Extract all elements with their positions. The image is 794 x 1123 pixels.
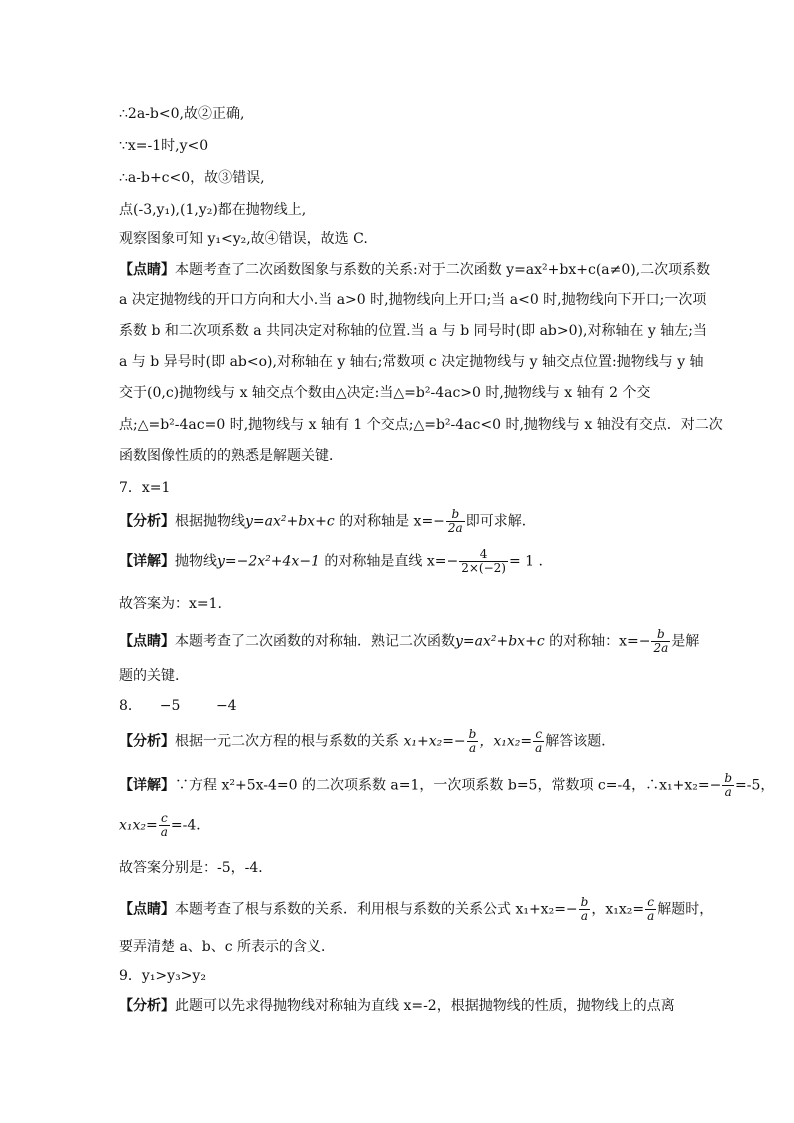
- numerator: c: [160, 811, 168, 825]
- dianjing-tag: 【点睛】: [119, 262, 175, 278]
- text-line: ∵x=-1时,y<0: [119, 138, 209, 154]
- text: 的对称轴是 x=−: [339, 513, 445, 530]
- xiangjie-paragraph: [119, 772, 774, 799]
- numerator: c: [647, 895, 655, 909]
- fraction: [722, 772, 734, 799]
- numerator: 4: [479, 547, 488, 561]
- numerator: b: [580, 895, 589, 909]
- text: 本题考查了根与系数的关系．利用根与系数的关系公式 x₁+x₂=−: [175, 901, 578, 918]
- fraction: [467, 728, 479, 755]
- denominator: a: [467, 741, 479, 755]
- dianjing-tag: 【点睛】: [119, 633, 175, 650]
- dianjing-paragraph: [119, 628, 699, 655]
- text-line: 点;△=b²-4ac=0 时,抛物线与 x 轴有 1 个交点;△=b²-4ac<0 时,抛物线与 x 轴没有交点．对二次: [119, 417, 723, 433]
- text: 的对称轴：x=−: [549, 633, 651, 650]
- fenxi-paragraph: [119, 728, 615, 755]
- xiangjie-tag: 【详解】: [119, 553, 175, 570]
- dianjing-paragraph: [119, 260, 710, 280]
- answer-heading: 8． −5 −4: [119, 698, 237, 714]
- denominator: 2a: [653, 641, 669, 655]
- text: 抛物线: [175, 553, 217, 570]
- fenxi-paragraph: [119, 996, 675, 1016]
- text: ∵方程 x²+5x-4=0 的二次项系数 a=1，一次项系数 b=5，常数项 c=-4，∴x₁+x₂=−: [175, 777, 722, 794]
- xiangjie-tag: 【详解】: [119, 777, 175, 794]
- denominator: 2a: [447, 521, 463, 535]
- fraction: [159, 812, 170, 839]
- dianjing-tag: 【点睛】: [119, 901, 175, 918]
- text-line: [119, 812, 210, 839]
- answer-heading: 9．y₁>y₃>y₂: [119, 968, 206, 984]
- formula: x₁+x₂=−: [403, 733, 466, 750]
- text: =-4．: [170, 817, 211, 834]
- text-line: 观察图象可知 y₁<y₂,故④错误，故选 C.: [119, 231, 368, 247]
- fraction: [533, 728, 544, 755]
- answer-line: 故答案分别是：-5，-4．: [119, 860, 273, 876]
- numerator: b: [451, 507, 460, 521]
- numerator: c: [535, 727, 543, 741]
- denominator: a: [535, 741, 543, 755]
- numerator: b: [468, 727, 477, 741]
- text: 本题考查了二次函数的对称轴．熟记二次函数: [175, 633, 455, 650]
- formula: y=ax²+bx+c: [455, 633, 545, 650]
- text-line: a 与 b 异号时(即 ab<o),对称轴在 y 轴右;常数项 c 决定抛物线与 y 轴交点位置:抛物线与 y 轴: [119, 354, 704, 370]
- formula: y=−2x²+4x−1: [217, 553, 320, 570]
- fenxi-tag: 【分析】: [119, 733, 175, 750]
- text-line: 系数 b 和二次项系数 a 共同决定对称轴的位置.当 a 与 b 同号时(即 ab>0),对称轴在 y 轴左;当: [119, 323, 707, 339]
- formula: y=ax²+bx+c: [245, 513, 335, 530]
- text-line: 点(-3,y₁),(1,y₂)都在抛物线上,: [119, 202, 307, 218]
- text-line: 函数图像性质的的熟悉是解题关键．: [119, 448, 343, 464]
- denominator: a: [579, 909, 591, 923]
- text-line: ∴a-b+c<0，故③错误,: [119, 170, 265, 186]
- text: =-5，: [735, 777, 775, 794]
- text: 根据抛物线: [175, 513, 245, 530]
- fenxi-tag: 【分析】: [119, 513, 175, 530]
- text-line: 交于(0,c)抛物线与 x 轴交点个数由△决定:当△=b²-4ac>0 时,抛物线与 x 轴有 2 个交: [119, 385, 651, 401]
- text: ，x₁x₂=: [591, 901, 645, 918]
- text-line: 本题考查了二次函数图象与系数的关系:对于二次函数 y=ax²+bx+c(a≠0),二次项系数: [175, 262, 711, 278]
- text-line: 题的关键.: [119, 668, 180, 684]
- fraction: [579, 896, 591, 923]
- formula: x₁x₂=: [119, 817, 158, 834]
- dianjing-paragraph: [119, 896, 713, 923]
- fraction: [651, 628, 670, 655]
- text-line: ∴2a-b<0,故②正确,: [119, 106, 245, 122]
- text: 解答该题．: [545, 733, 616, 750]
- denominator: a: [160, 825, 168, 839]
- text: 是解: [671, 633, 700, 650]
- answer-line: 故答案为：x=1.: [119, 596, 222, 612]
- text-line: a 决定抛物线的开口方向和大小.当 a>0 时,抛物线向上开口;当 a<0 时,抛物线向下开口;一次项: [119, 292, 707, 308]
- denominator: a: [647, 909, 655, 923]
- fenxi-paragraph: [119, 508, 536, 535]
- text: 即可求解．: [465, 513, 536, 530]
- numerator: b: [657, 627, 665, 641]
- text: 此题可以先求得抛物线对称轴为直线 x=-2，根据抛物线的性质，抛物线上的点离: [175, 998, 675, 1014]
- fraction: [459, 548, 508, 575]
- answer-heading: 7．x=1: [119, 480, 171, 496]
- fraction: [446, 508, 465, 535]
- numerator: b: [724, 771, 733, 785]
- text: 根据一元二次方程的根与系数的关系: [175, 733, 399, 750]
- fraction: [645, 896, 656, 923]
- formula: ，x₁x₂=: [479, 733, 533, 750]
- denominator: 2×(−2): [461, 561, 506, 575]
- xiangjie-paragraph: [119, 548, 543, 575]
- text: = 1 .: [508, 553, 543, 570]
- denominator: a: [722, 785, 734, 799]
- fenxi-tag: 【分析】: [119, 998, 175, 1014]
- text: 的对称轴是直线 x=−: [324, 553, 459, 570]
- text: 解题时，: [657, 901, 714, 918]
- text-line: 要弄清楚 a、b、c 所表示的含义．: [119, 939, 336, 955]
